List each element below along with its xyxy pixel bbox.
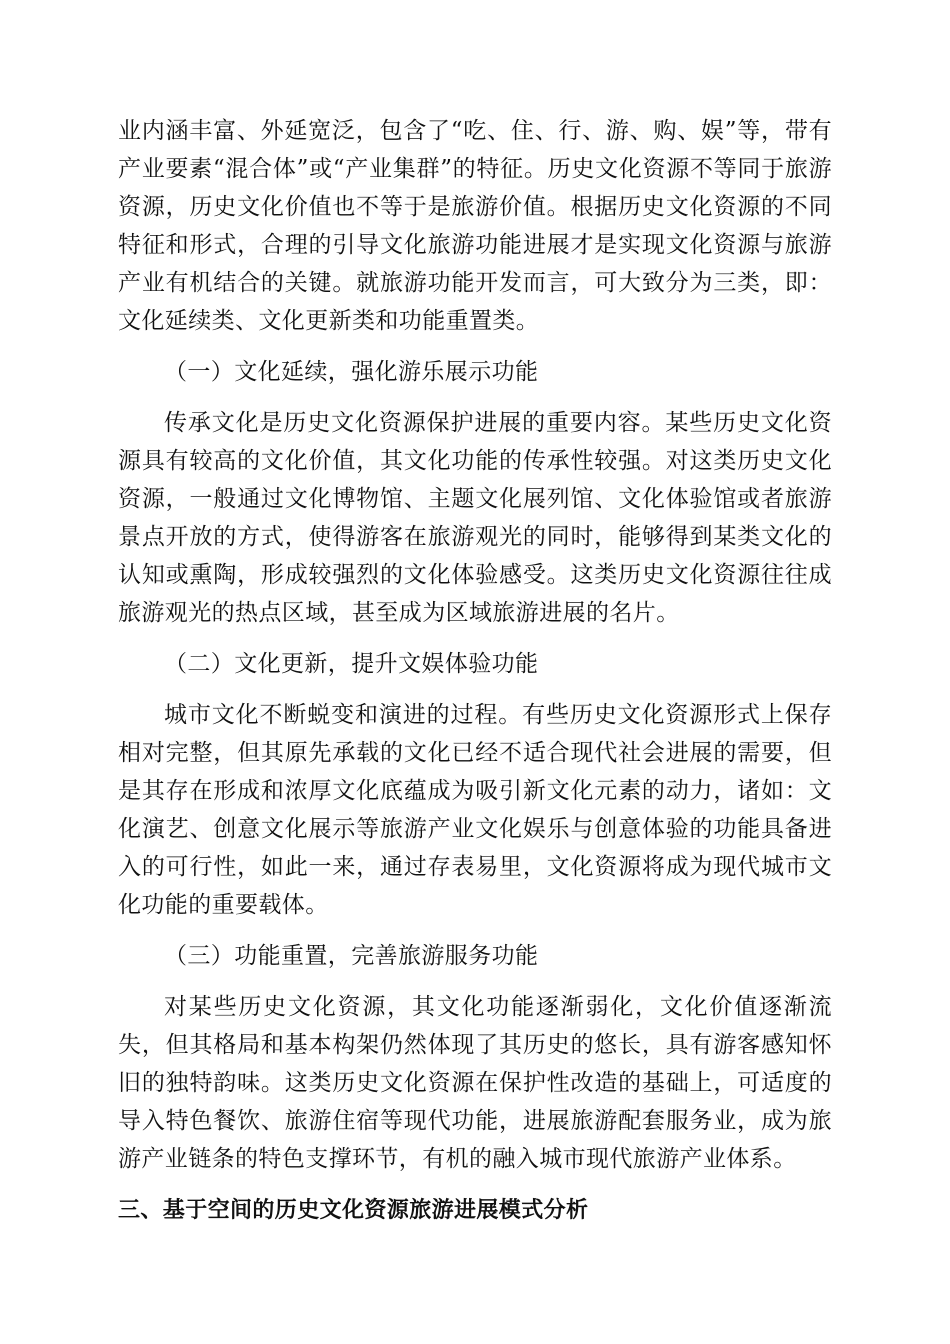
- paragraph-cultural-renewal: 城市文化不断蜕变和演进的过程。有些历史文化资源形式上保存相对完整，但其原先承载的文化已经不适合现代社会进展的需要，但是其存在形成和浓厚文化底蕴成为吸引新文化元素的动力，诸如：文化演艺、创意文化展示等旅游产业文化娱乐与创意体验的功能具备进入的可行性，如此一来，通过存表易里，文化资源将成为现代城市文化功能的重要载体。: [118, 702, 832, 918]
- subheading-cultural-continuation: （一）文化延续，强化游乐展示功能: [164, 359, 539, 385]
- document-page: [118, 112, 832, 1230]
- paragraph-intro: 业内涵丰富、外延宽泛，包含了“吃、住、行、游、购、娱”等，带有产业要素“混合体”或“产业集群”的特征。历史文化资源不等同于旅游资源，历史文化价值也不等于是旅游价值。根据历史文化资源的不同特征和形式，合理的引导文化旅游功能进展才是实现文化资源与旅游产业有机结合的关键。就旅游功能开发而言，可大致分为三类，即：文化延续类、文化更新类和功能重置类。: [118, 118, 832, 334]
- section-heading: 三、基于空间的历史文化资源旅游进展模式分析: [118, 1198, 589, 1223]
- paragraph-cultural-continuation: 传承文化是历史文化资源保护进展的重要内容。某些历史文化资源具有较高的文化价值，其文化功能的传承性较强。对这类历史文化资源，一般通过文化博物馆、主题文化展列馆、文化体验馆或者旅游景点开放的方式，使得游客在旅游观光的同时，能够得到某类文化的认知或熏陶，形成较强烈的文化体验感受。这类历史文化资源往往成旅游观光的热点区域，甚至成为区域旅游进展的名片。: [118, 410, 832, 626]
- subheading-function-reset: （三）功能重置，完善旅游服务功能: [164, 943, 539, 969]
- subheading-cultural-renewal: （二）文化更新，提升文娱体验功能: [164, 651, 539, 677]
- paragraph-function-reset: 对某些历史文化资源，其文化功能逐渐弱化，文化价值逐渐流失，但其格局和基本构架仍然体现了其历史的悠长，具有游客感知怀旧的独特韵味。这类历史文化资源在保护性改造的基础上，可适度的导入特色餐饮、旅游住宿等现代功能，进展旅游配套服务业，成为旅游产业链条的特色支撑环节，有机的融入城市现代旅游产业体系。: [118, 994, 832, 1172]
